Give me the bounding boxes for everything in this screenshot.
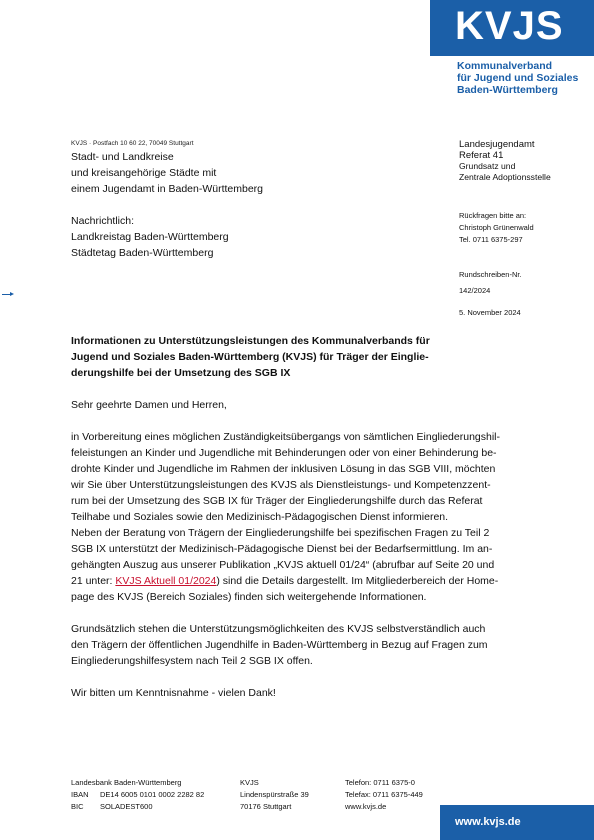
- logo-wordmark: KVJS: [455, 4, 564, 48]
- footer-bank: Landesbank Baden-Württemberg IBAN DE14 6005 0101 0002 2282 82 BIC SOLADEST600: [71, 778, 205, 811]
- letter-subject: Informationen zu Unterstützungsleistungen des Kommunalverbands für Jugend und Soziales Baden-Württemberg (KVJS) für Träger der Einglie- derungshilfe bei der Umsetzung des SGB IX: [71, 335, 430, 379]
- fold-mark-arrow-icon: [2, 294, 12, 295]
- footer-contact: Telefon: 0711 6375-0 Telefax: 0711 6375-449 www.kvjs.de: [345, 778, 423, 811]
- sender-return-address: KVJS · Postfach 10 60 22, 70049 Stuttgart: [71, 140, 194, 147]
- kvjs-logo: [430, 0, 594, 56]
- footer-website-link[interactable]: www.kvjs.de: [345, 802, 387, 811]
- contact-info: Rückfragen bitte an: Christoph Grünenwald Tel. 0711 6375-297: [459, 211, 534, 244]
- cc-recipients: Nachrichtlich: Landkreistag Baden-Württemberg Städtetag Baden-Württemberg: [71, 215, 229, 259]
- footer-website-bar: [440, 805, 594, 840]
- body-paragraph-2: Neben der Beratung von Trägern der Eingliederungshilfe bei spezifischen Fragen zu Teil 2 SGB IX unterstützt der Medizinisch-Pädagogische Dienst bei der Bedarfsermittlung. Im an- gehängten Auszug aus unserer Publikation „KVJS aktuell 01/24“ (abrufbar auf Seite 20 und 21 unter: KVJS Aktuell 01/2024) sind die Details dargestellt. Im Mitgliederbereich der Home- page des KVJS (Bereich Soziales) finden sich weitergehende Informationen.: [71, 527, 499, 603]
- kvjs-aktuell-link[interactable]: KVJS Aktuell 01/2024: [115, 575, 217, 587]
- department-info: Landesjugendamt Referat 41 Grundsatz und Zentrale Adoptionsstelle: [459, 139, 551, 182]
- logo-organization-name: Kommunalverband für Jugend und Soziales Baden-Württemberg: [457, 60, 579, 96]
- circular-number: Rundschreiben-Nr. 142/2024: [459, 270, 522, 295]
- body-paragraph-3: Grundsätzlich stehen die Unterstützungsmöglichkeiten des KVJS selbstverständlich auch den Trägern der öffentlichen Jugendhilfe in Baden-Württemberg in Bezug auf Fragen zum Eingliederungshilfesystem nach Teil 2 SGB IX offen.: [71, 623, 488, 667]
- salutation: Sehr geehrte Damen und Herren,: [71, 399, 227, 411]
- letter-date: 5. November 2024: [459, 308, 521, 317]
- body-paragraph-1: in Vorbereitung eines möglichen Zuständigkeitsübergangs von sämtlichen Eingliederungshil- feleistungen an Kinder und Jugendliche mit Behinderungen oder von einer Behinderung be- drohte Kinder und Jugendliche im Rahmen der inklusiven Lösung in das SGB VIII, möchten wir Sie über Unterstützungsleistungen des KVJS als Dienstleistungs- und Kompetenzzent- rum bei der Umsetzung des SGB IX für Träger der Eingliederungshilfe durch das Referat Teilhabe und Soziales sowie den Medizinisch-Pädagogischen Dienst informieren. Neben der Beratung von Trägern der Eingliederungshilfe bei spezifischen Fragen zu Teil 2 SGB IX unterstützt der Medizinisch-Pädagogische Dienst bei der Bedarfsermittlung. Im an- gehängten Auszug aus unserer Publikation „KVJS aktuell 01/24“ (abrufbar auf Seite 20 und 21 unter: KVJS Aktuell 01/2024) sind die Details dargestellt. Im Mitgliederbereich der Home- page des KVJS (Bereich Soziales) finden sich weitergehende Informationen.: [71, 429, 526, 605]
- closing-line: Wir bitten um Kenntnisnahme - vielen Dank!: [71, 687, 276, 699]
- footer-website-bar-text[interactable]: www.kvjs.de: [455, 816, 521, 828]
- footer-address: KVJS Lindenspürstraße 39 70176 Stuttgart: [240, 778, 309, 811]
- recipient-address: Stadt- und Landkreise und kreisangehörige Städte mit einem Jugendamt in Baden-Württemberg: [71, 151, 264, 195]
